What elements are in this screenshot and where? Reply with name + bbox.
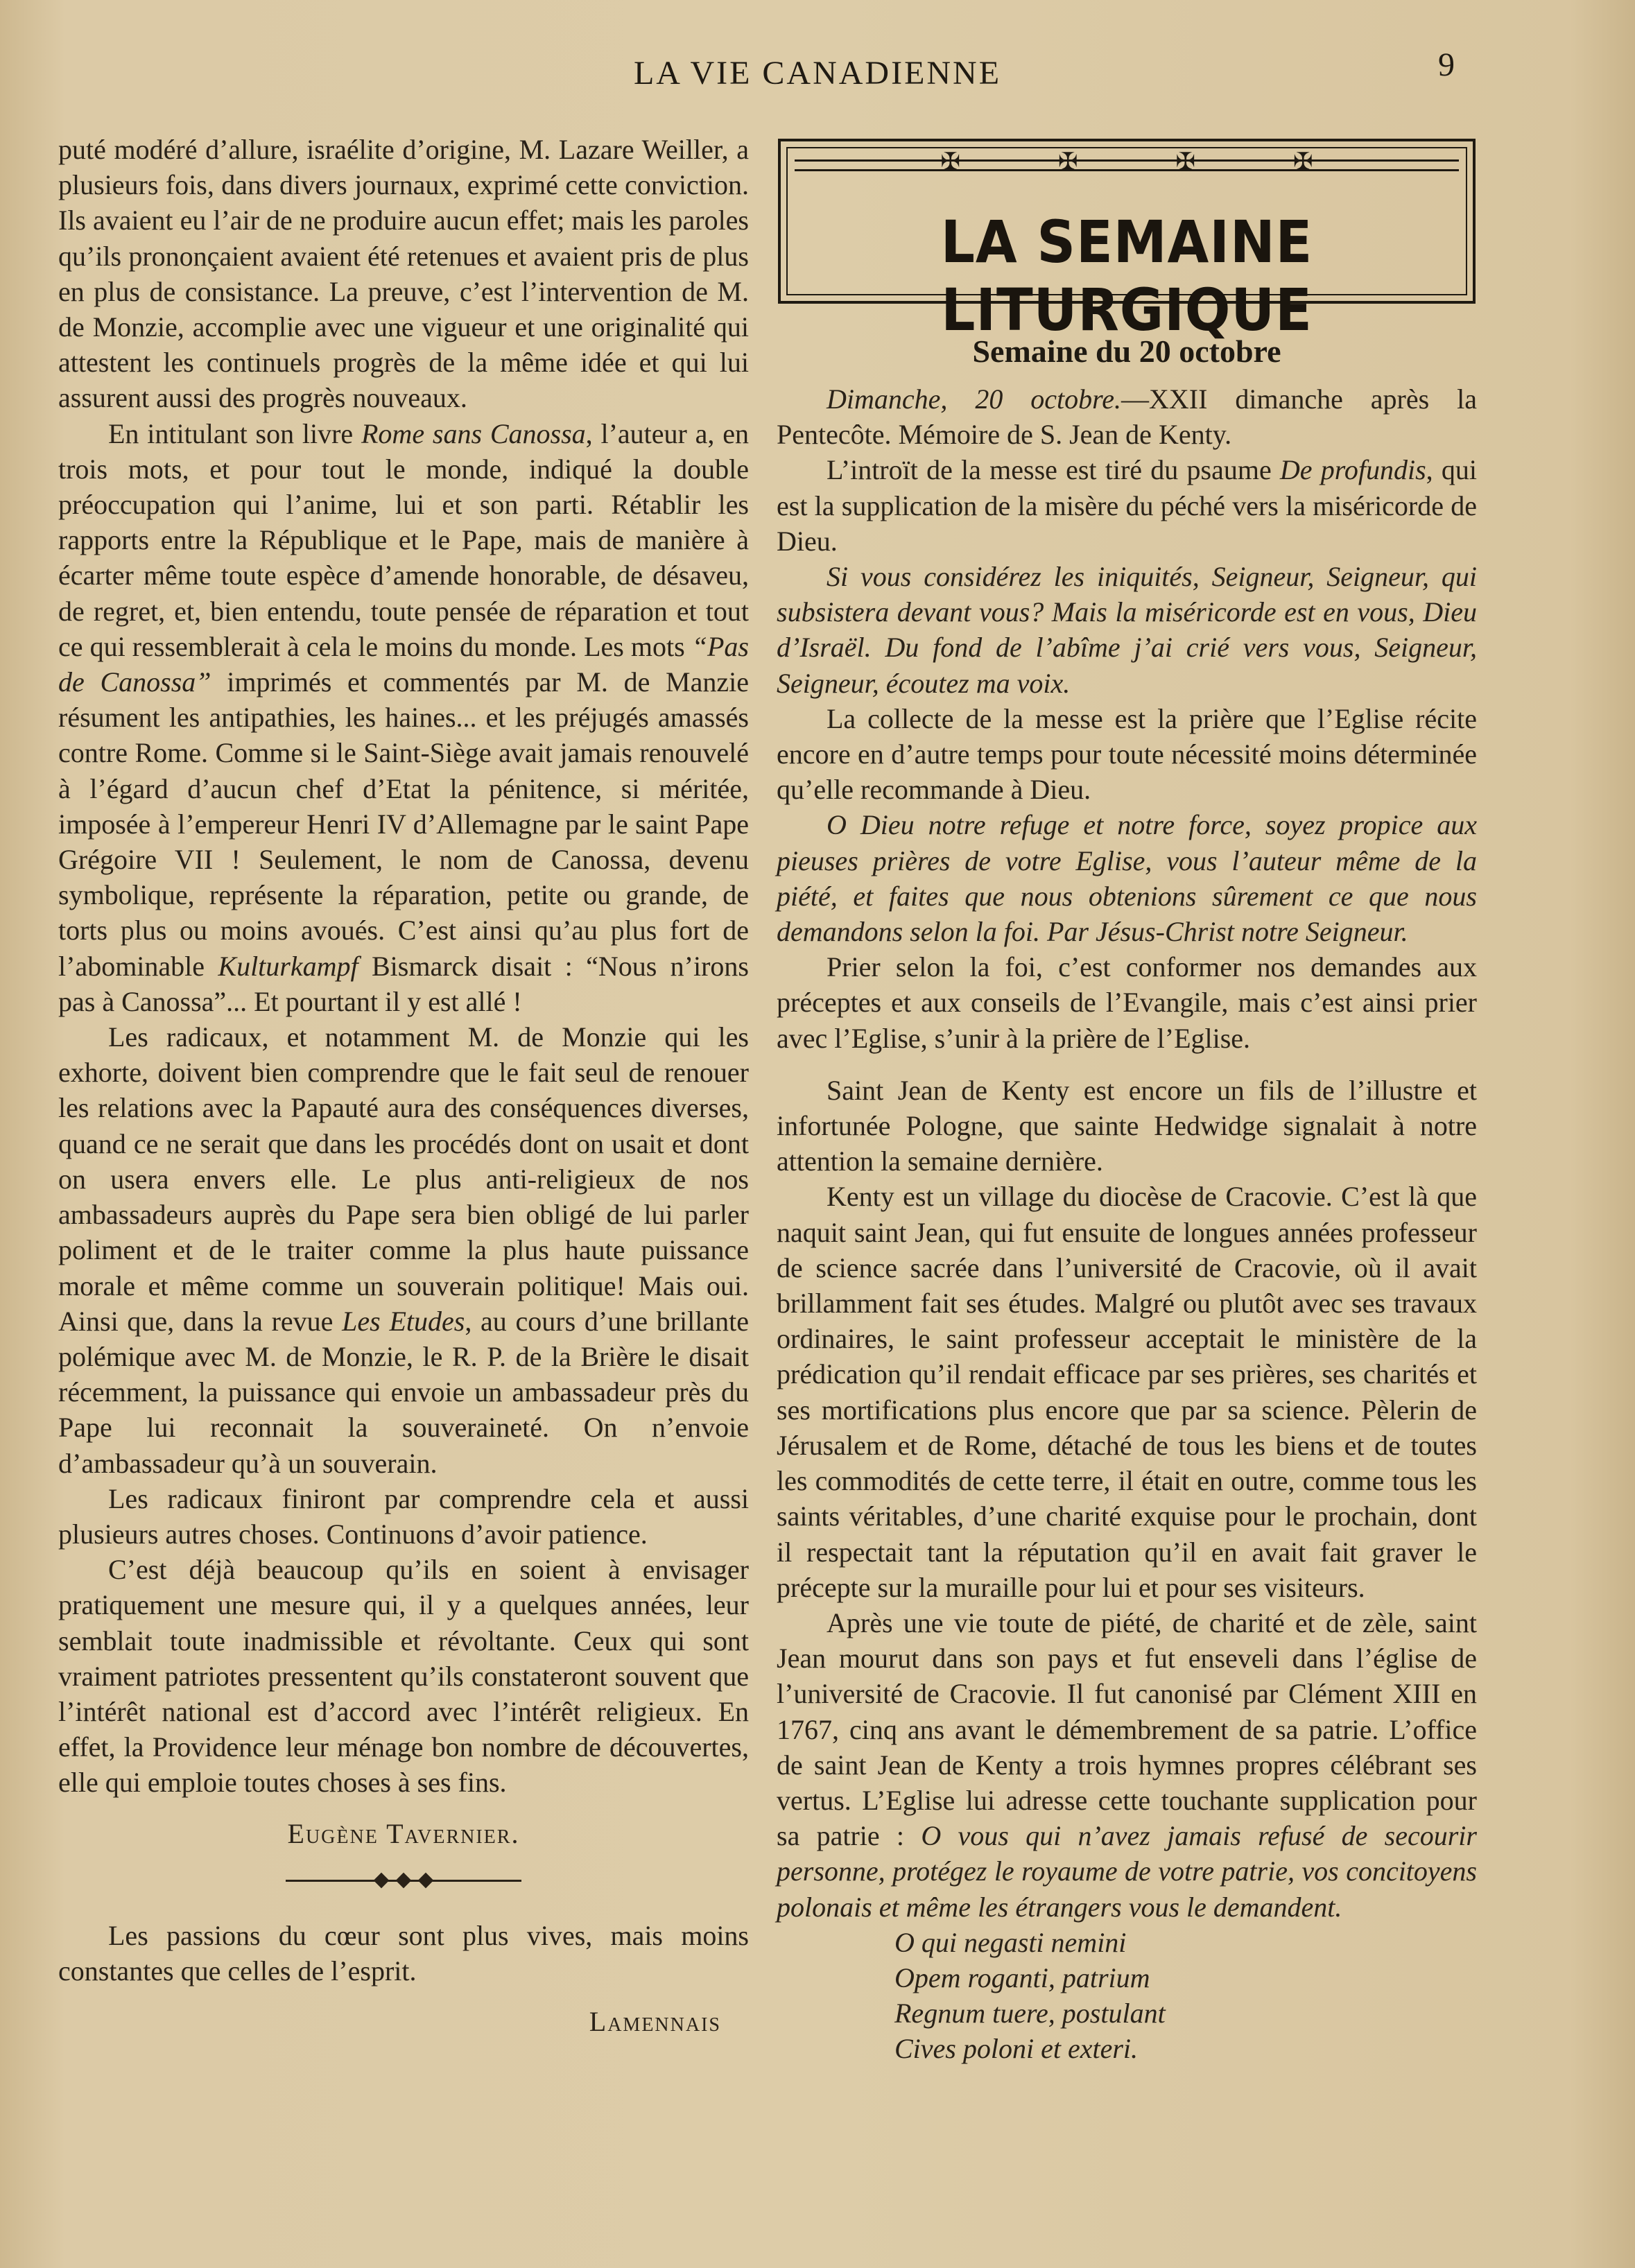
text-run: —XXII dimanche après la Pentecôte. Mémoire de S. Jean de Kenty. — [777, 383, 1477, 451]
section-title: LA SEMAINE LITURGIQUE — [940, 208, 1313, 344]
text-run: L’introït de la messe est tiré du psaume — [827, 454, 1280, 486]
text-run: , qui est la supplication de la misère du péché vers la miséricorde de Dieu. — [777, 454, 1478, 557]
text-run: Après une vie toute de piété, de charité et de zèle, saint Jean mourut dans son pays et fut enseveli dans l’église de l’université de Cracovie. Il fut canonisé par Clément XIII en 1767, cinq ans avant le démembrement de sa patrie. L’office de saint Jean de Kenty a trois hymnes propres célébrant ses vertus. L’Eglise lui adresse cette touchante supplication pour sa patrie : — [777, 1607, 1477, 1852]
paragraph — [777, 381, 1477, 452]
paragraph — [777, 807, 1477, 949]
paragraph — [58, 1019, 749, 1481]
cross-icon: ✠ — [1175, 148, 1195, 175]
hymn-line: O qui negasti nemini — [894, 1926, 1127, 1958]
latin-hymn — [894, 1925, 1477, 2067]
ornament-diamond — [418, 1872, 434, 1888]
text-run: imprimés et commentés par M. de Manzie résument les antipathies, les haines... et les préjugés amassés contre Rome. Comme si le Saint-Siège avait jamais renouvelé à l’égard d’aucun chef d’Etat la pénitence, si méritée, imposée à l’empereur Henri IV d’Allemagne par le saint Pape Grégoire VII ! Seulement, le nom de Canossa, devenu symbolique, représente la réparation, petite ou grande, de torts plus ou moins avoués. C’est ainsi qu’au plus fort de l’abominable — [58, 666, 749, 982]
page-header-title: LA VIE CANADIENNE — [633, 55, 1002, 92]
paragraph — [777, 452, 1477, 559]
cross-icon: ✠ — [940, 148, 960, 175]
cross-icon: ✠ — [1058, 148, 1078, 175]
quote-text: Les passions du cœur sont plus vives, mais moins constantes que celles de l’esprit. — [58, 1919, 749, 1986]
quoted-phrase: “Pas de Canossa” — [58, 630, 749, 698]
paragraph: puté modéré d’allure, israélite d’origine, M. Lazare Weiller, a plusieurs fois, dans divers journaux, exprimé cette conviction. Ils avaient eu l’air de ne produire aucun effet; mais les paroles qu’ils prononçaient avaient été retenues et avaient pris de plus en plus de consistance. La preuve, c’est l’intervention de M. de Monzie, accomplie avec une vigueur et une originalité qui attestent les continuels progrès de la même idée et qui lui assurent aussi des progrès nouveaux. — [58, 134, 749, 414]
text-run: , l’auteur a, en trois mots, et pour tout le monde, indiqué la double préoccupation qui l’anime, lui et son parti. Rétablir les rapports entre la République et le Pape, mais de manière à écarter même toute espèce d’amende honorable, de désaveu, de regret, et, bien entendu, toute pensée de réparation et tout ce qui ressemblerait à cela le moins du monde. Les mots — [58, 417, 749, 662]
paragraph: Prier selon la foi, c’est conformer nos demandes aux préceptes et aux conseils de l’Evangile, mais c’est ainsi prier avec l’Eglise, s’unir à la prière de l’Eglise. — [777, 951, 1477, 1054]
paragraph: Kenty est un village du diocèse de Cracovie. C’est là que naquit saint Jean, qui fut ensuite de longues années professeur de science sacrée dans l’université de Cracovie, où il avait brillamment fait ses études. Malgré ou plutôt avec ses travaux ordinaires, le saint professeur acceptait le ministère de la prédication qu’il rendait efficace par ses prières, ses charités et ses mortifications plus encore que par sa science. Pèlerin de Jérusalem et de Rome, détaché de tous les biens et de toutes les commodités de cette terre, il était en outre, comme tous les saints véritables, d’une charité exquise pour le prochain, dont il respectait tant la réputation qu’il en avait fait graver le précepte sur la muraille pour lui et pour ses visiteurs. — [777, 1181, 1477, 1603]
foreign-term: Kulturkampf — [218, 950, 358, 982]
quote-author: Lamennais — [589, 2006, 721, 2038]
paragraph: C’est déjà beaucoup qu’ils en soient à envisager pratiquement une mesure qui, il y a quelques années, leur semblait toute inadmissible et révoltante. Ceux qui sont vraiment patriotes pressentent qu’ils constateront souvent que l’intérêt national est d’accord avec l’intérêt religieux. En effet, la Providence leur ménage bon nombre de découvertes, elle qui emploie toutes choses à ses fins. — [58, 1554, 749, 1799]
hymn-line: Cives poloni et exteri. — [894, 2033, 1139, 2065]
text-run: En intitulant son livre — [108, 417, 361, 449]
section-banner — [778, 139, 1476, 344]
psalm-title: De profundis — [1279, 454, 1426, 486]
paragraph — [777, 1605, 1477, 1925]
paragraph: La collecte de la messe est la prière que l’Eglise récite encore en d’autre temps pour toute nécessité moins déterminée qu’elle recommande à Dieu. — [777, 702, 1477, 806]
text-run: Bismarck disait : “Nous n’irons pas à Canossa”... Et pourtant il y est allé ! — [58, 950, 749, 1017]
paragraph — [777, 559, 1477, 701]
banner-inner-frame — [786, 147, 1467, 344]
date-label: Dimanche, 20 octobre. — [827, 383, 1121, 415]
hymn-line: Regnum tuere, postulant — [894, 1998, 1166, 2029]
supplication-text: O vous qui n’avez jamais refusé de secourir personne, protégez le royaume de votre patrie, vos concitoyens polonais et même les étrangers vous le demandent. — [777, 1820, 1477, 1923]
paragraph — [58, 416, 749, 1019]
ornament-diamond — [396, 1872, 412, 1888]
cross-icon: ✠ — [1293, 148, 1313, 175]
paragraph: Saint Jean de Kenty est encore un fils de l’illustre et infortunée Pologne, que sainte Hedwidge signalait à notre attention la semaine dernière. — [777, 1074, 1477, 1177]
hymn-line: Opem roganti, patrium — [894, 1962, 1150, 1993]
book-title: Rome sans Canossa — [361, 417, 586, 449]
text-run: Les radicaux, et notamment M. de Monzie qui les exhorte, doivent bien comprendre que le fait seul de renouer les relations avec la Papauté aura des conséquences diverses, quand ce ne serait que dans les procédés dont on usait et dont on usera envers elle. Le plus anti-religieux de nos ambassadeurs auprès du Pape sera bien obligé de lui parler poliment et de le traiter comme la plus haute puissance morale et même comme un souverain politique! Mais oui. Ainsi que, dans la revue — [58, 1021, 749, 1337]
banner-crosses — [788, 150, 1466, 173]
introit-text: Si vous considérez les iniquités, Seigneur, Seigneur, qui subsistera devant vous? Mais la miséricorde est en vous, Dieu d’Israël. Du fond de l’abîme j’ai crié vers vous, Seigneur, Seigneur, écoutez ma voix. — [777, 561, 1477, 699]
left-column — [58, 132, 749, 2039]
page-number: 9 — [1438, 46, 1455, 83]
text-run: , au cours d’une brillante polémique avec M. de Monzie, le R. P. de la Brière le disait récemment, la puissance qui envoie un ambassadeur près du Pape lui reconnait la souveraineté. On n’envoie d’ambassadeur qu’à un souverain. — [58, 1305, 750, 1479]
author-signature: Eugène Tavernier. — [287, 1817, 520, 1849]
collect-prayer: O Dieu notre refuge et notre force, soyez propice aux pieuses prières de votre Eglise, vous l’auteur même de la piété, et faites que nous obtenions sûrement ce que nous demandons selon la foi. Par Jésus-Christ notre Seigneur. — [777, 809, 1477, 948]
ornament-divider — [286, 1875, 521, 1886]
week-heading: Semaine du 20 octobre — [972, 334, 1281, 369]
paragraph: Les radicaux finiront par comprendre cela et aussi plusieurs autres choses. Continuons d’avoir patience. — [58, 1482, 749, 1550]
ornament-diamond — [374, 1872, 390, 1888]
right-column — [777, 381, 1477, 2067]
review-title: Les Etudes — [342, 1305, 465, 1337]
